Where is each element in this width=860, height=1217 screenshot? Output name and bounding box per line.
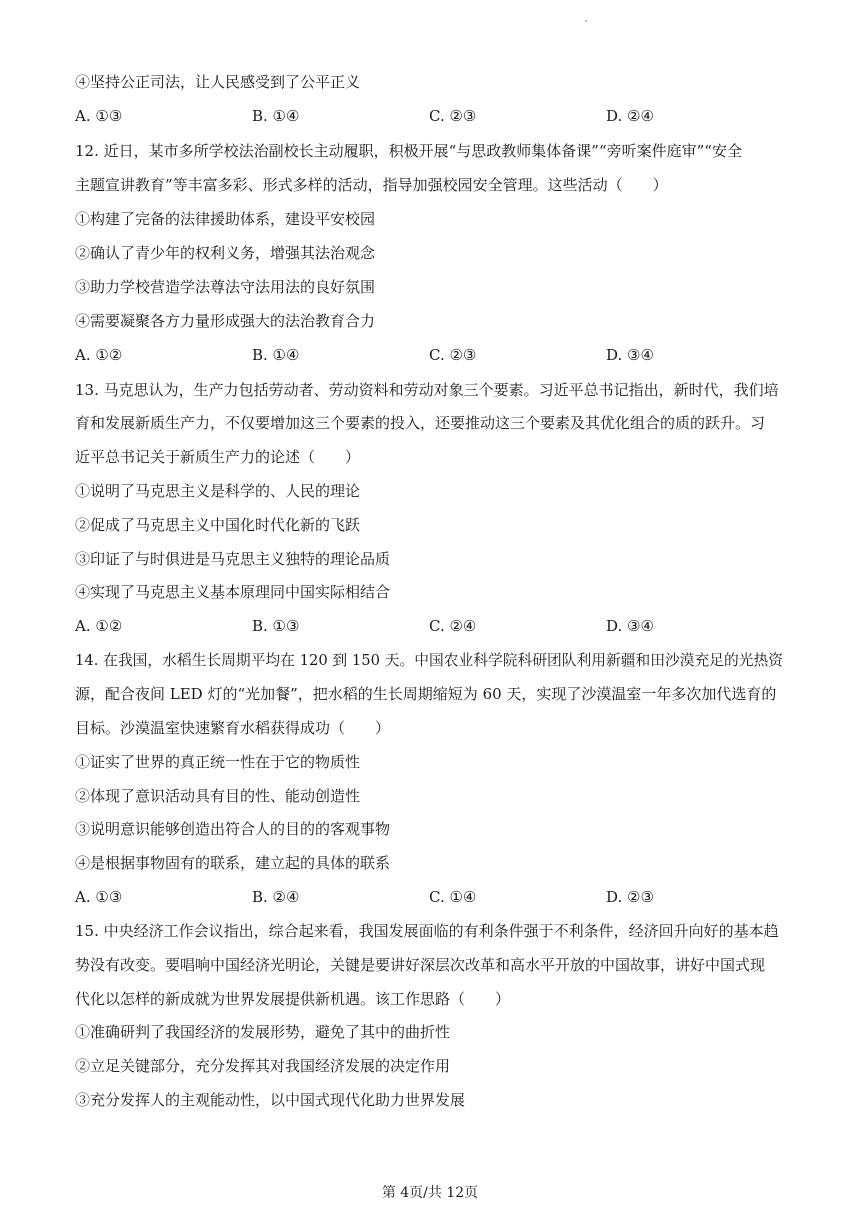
- q13-stem-line-1: 13. 马克思认为，生产力包括劳动者、劳动资料和劳动对象三个要素。习近平总书记指出，新时代，我们培: [75, 381, 779, 399]
- q14-option-a: A. ①③: [75, 888, 123, 906]
- q14-stem-line-1: 14. 在我国，水稻生长周期平均在 120 到 150 天。中国农业科学院科研团队利用新疆和田沙漠充足的光热资: [75, 652, 783, 669]
- q15-item-2: ②立足关键部分，充分发挥其对我国经济发展的决定作用: [75, 1057, 451, 1075]
- q12-option-c: C. ②③: [429, 346, 477, 364]
- q11-option-d: D. ②④: [606, 107, 654, 125]
- q15-stem-line-1: 15. 中央经济工作会议指出，综合起来看，我国发展面临的有利条件强于不利条件，经济回升向好的基本趋: [75, 922, 779, 940]
- q13-item-1: ①说明了马克思主义是科学的、人民的理论: [75, 482, 361, 500]
- q15-item-1: ①准确研判了我国经济的发展形势，避免了其中的曲折性: [75, 1023, 451, 1041]
- q13-option-b: B. ①③: [252, 617, 300, 635]
- q12-item-3: ③助力学校营造学法尊法守法用法的良好氛围: [75, 278, 376, 296]
- q12-option-a: A. ①②: [75, 346, 123, 364]
- q12-option-d: D. ③④: [606, 346, 654, 364]
- q13-item-2: ②促成了马克思主义中国化时代化新的飞跃: [75, 516, 361, 534]
- q14-stem-line-2: 源，配合夜间 LED 灯的“光加餐”，把水稻的生长周期缩短为 60 天，实现了沙漠温室一年多次加代选育的: [75, 685, 777, 703]
- page-number: 第 4页/共 12页: [381, 1185, 479, 1201]
- q12-stem-line-1: 12. 近日，某市多所学校法治副校长主动履职，积极开展“与思政教师集体备课”“旁听案件庭审”“安全: [75, 142, 742, 160]
- q11-option-a: A. ①③: [75, 107, 123, 125]
- q11-option-b: B. ①④: [252, 107, 300, 125]
- q12-stem-line-2: 主题宣讲教育”等丰富多彩、形式多样的活动，指导加强校园安全管理。这些活动（ ）: [75, 176, 668, 194]
- q15-stem-line-2: 势没有改变。要唱响中国经济光明论，关键是要讲好深层次改革和高水平开放的中国故事，讲好中国式现: [75, 956, 766, 974]
- q14-item-2: ②体现了意识活动具有目的性、能动创造性: [75, 787, 361, 805]
- q12-item-4: ④需要凝聚各方力量形成强大的法治教育合力: [75, 312, 376, 330]
- q12-option-b: B. ①④: [252, 346, 300, 364]
- q13-stem-line-2: 育和发展新质生产力，不仅要增加这三个要素的投入，还要推动这三个要素及其优化组合的质的跃升。习: [75, 414, 766, 432]
- q14-option-c: C. ①④: [429, 888, 477, 906]
- q13-option-a: A. ①②: [75, 617, 123, 635]
- q13-option-c: C. ②④: [429, 617, 477, 635]
- q11-item-4: ④坚持公正司法，让人民感受到了公平正义: [75, 73, 361, 91]
- q11-option-c: C. ②③: [429, 107, 477, 125]
- q12-item-2: ②确认了青少年的权利义务，增强其法治观念: [75, 244, 376, 262]
- q14-item-1: ①证实了世界的真正统一性在于它的物质性: [75, 753, 361, 771]
- q14-item-3: ③说明意识能够创造出符合人的目的的客观事物: [75, 820, 391, 838]
- q13-option-d: D. ③④: [606, 617, 654, 635]
- q12-item-1: ①构建了完备的法律援助体系，建设平安校园: [75, 210, 376, 228]
- q15-item-3: ③充分发挥人的主观能动性，以中国式现代化助力世界发展: [75, 1091, 466, 1109]
- q15-stem-line-3: 代化以怎样的新成就为世界发展提供新机遇。该工作思路（ ）: [75, 990, 511, 1008]
- q14-stem-line-3: 目标。沙漠温室快速繁育水稻获得成功（ ）: [75, 719, 391, 737]
- q13-item-3: ③印证了与时俱进是马克思主义独特的理论品质: [75, 550, 391, 568]
- q14-item-4: ④是根据事物固有的联系，建立起的具体的联系: [75, 854, 391, 872]
- q13-stem-line-3: 近平总书记关于新质生产力的论述（ ）: [75, 448, 361, 466]
- q13-item-4: ④实现了马克思主义基本原理同中国实际相结合: [75, 583, 391, 601]
- q14-option-b: B. ②④: [252, 888, 300, 906]
- scan-dot: [585, 20, 587, 22]
- q14-option-d: D. ②③: [606, 888, 654, 906]
